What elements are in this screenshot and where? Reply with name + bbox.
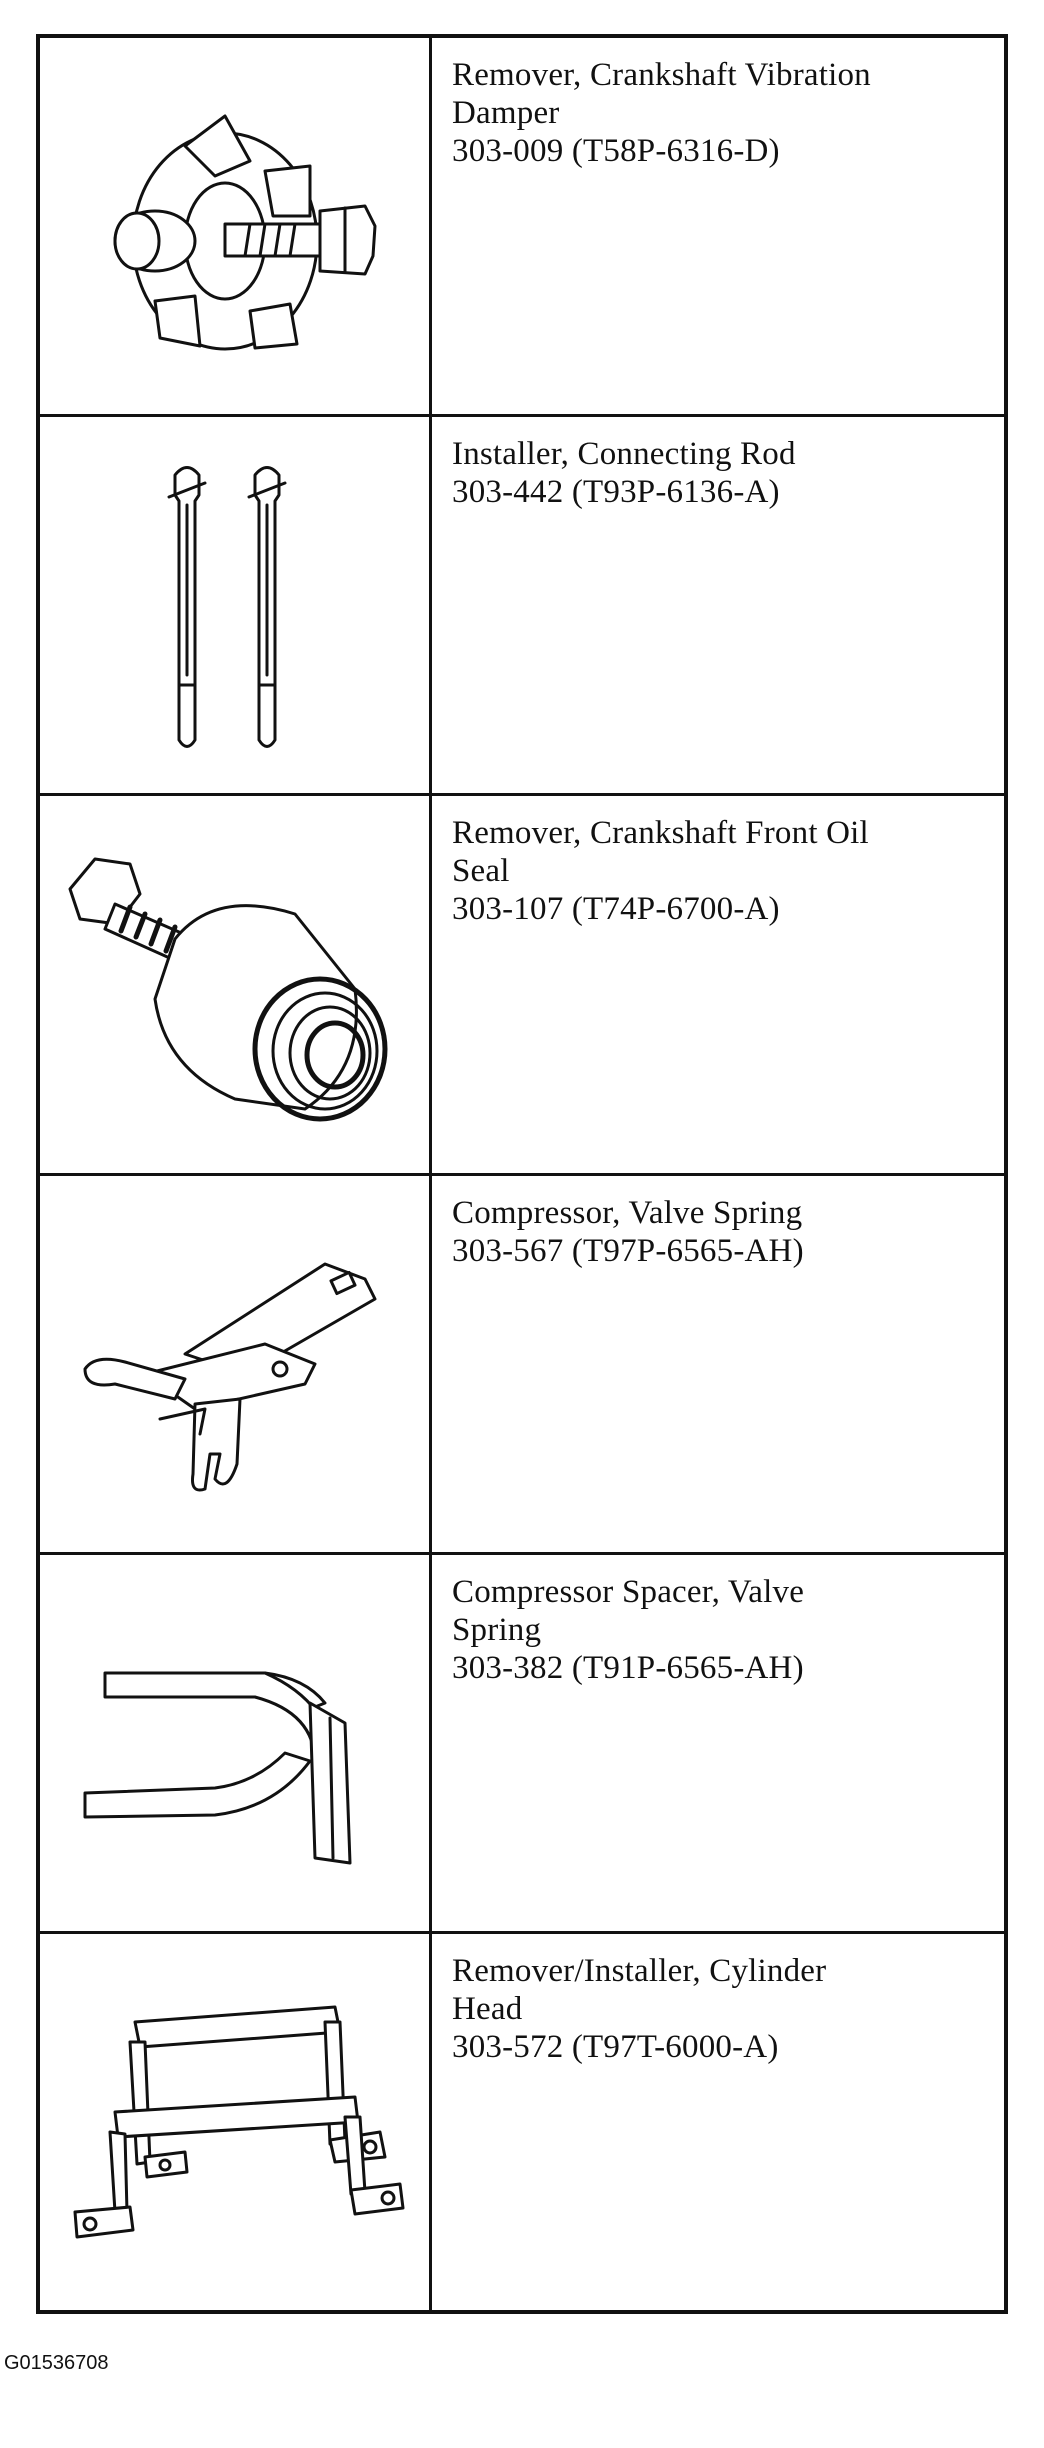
tool-name-line: Installer, Connecting Rod [452, 436, 796, 473]
tool-text-cell [432, 417, 1004, 793]
illustration-cell [40, 1555, 432, 1931]
tool-row-valve-spring-compressor-spacer [40, 1555, 1004, 1934]
tool-row-valve-spring-compressor [40, 1176, 1004, 1555]
tool-name-line: Remover/Installer, Cylinder [452, 1952, 827, 1989]
vibration-damper-remover-illustration [75, 76, 395, 376]
connecting-rod-installer-illustration [135, 435, 335, 775]
tool-row-connecting-rod-installer [40, 417, 1004, 796]
illustration-cell [40, 796, 432, 1172]
illustration-cell [40, 38, 432, 414]
tool-part-number: 303-009 (T58P-6316-D) [452, 133, 780, 169]
tool-text-cell [432, 796, 1004, 1172]
tool-part-number: 303-442 (T93P-6136-A) [452, 474, 780, 511]
tool-name-line: Damper [452, 95, 560, 131]
tool-part-number: 303-107 (T74P-6700-A) [452, 891, 780, 928]
figure-id: G01536708 [4, 2352, 109, 2374]
valve-spring-spacer-illustration [65, 1593, 405, 1893]
front-oil-seal-remover-illustration [55, 819, 415, 1149]
illustration-cell [40, 1176, 432, 1552]
tool-text-cell [432, 38, 1004, 414]
tool-text-cell [432, 1555, 1004, 1931]
tool-part-number: 303-572 (T97T-6000-A) [452, 2028, 779, 2065]
illustration-cell [40, 417, 432, 793]
tool-name-line: Spring [452, 1611, 542, 1648]
cylinder-head-remover-installer-illustration [55, 1962, 415, 2282]
tool-name-line: Seal [452, 853, 510, 890]
tool-name-line: Compressor Spacer, Valve [452, 1573, 805, 1610]
tool-part-number: 303-382 (T91P-6565-AH) [452, 1649, 804, 1686]
tool-name-line: Remover, Crankshaft Front Oil [452, 815, 869, 852]
illustration-cell [40, 1934, 432, 2310]
tool-part-number: 303-567 (T97P-6565-AH) [452, 1232, 804, 1269]
tool-row-cylinder-head-remover-installer [40, 1934, 1004, 2310]
special-tools-table [36, 34, 1008, 2314]
tool-text-cell [432, 1176, 1004, 1552]
tool-row-vibration-damper-remover [40, 38, 1004, 417]
tool-name-line: Compressor, Valve Spring [452, 1194, 803, 1231]
tool-row-front-oil-seal-remover [40, 796, 1004, 1175]
tool-text-cell [432, 1934, 1004, 2310]
tool-name-line: Remover, Crankshaft Vibration [452, 57, 871, 93]
tool-name-line: Head [452, 1990, 523, 2027]
valve-spring-compressor-illustration [65, 1204, 405, 1524]
